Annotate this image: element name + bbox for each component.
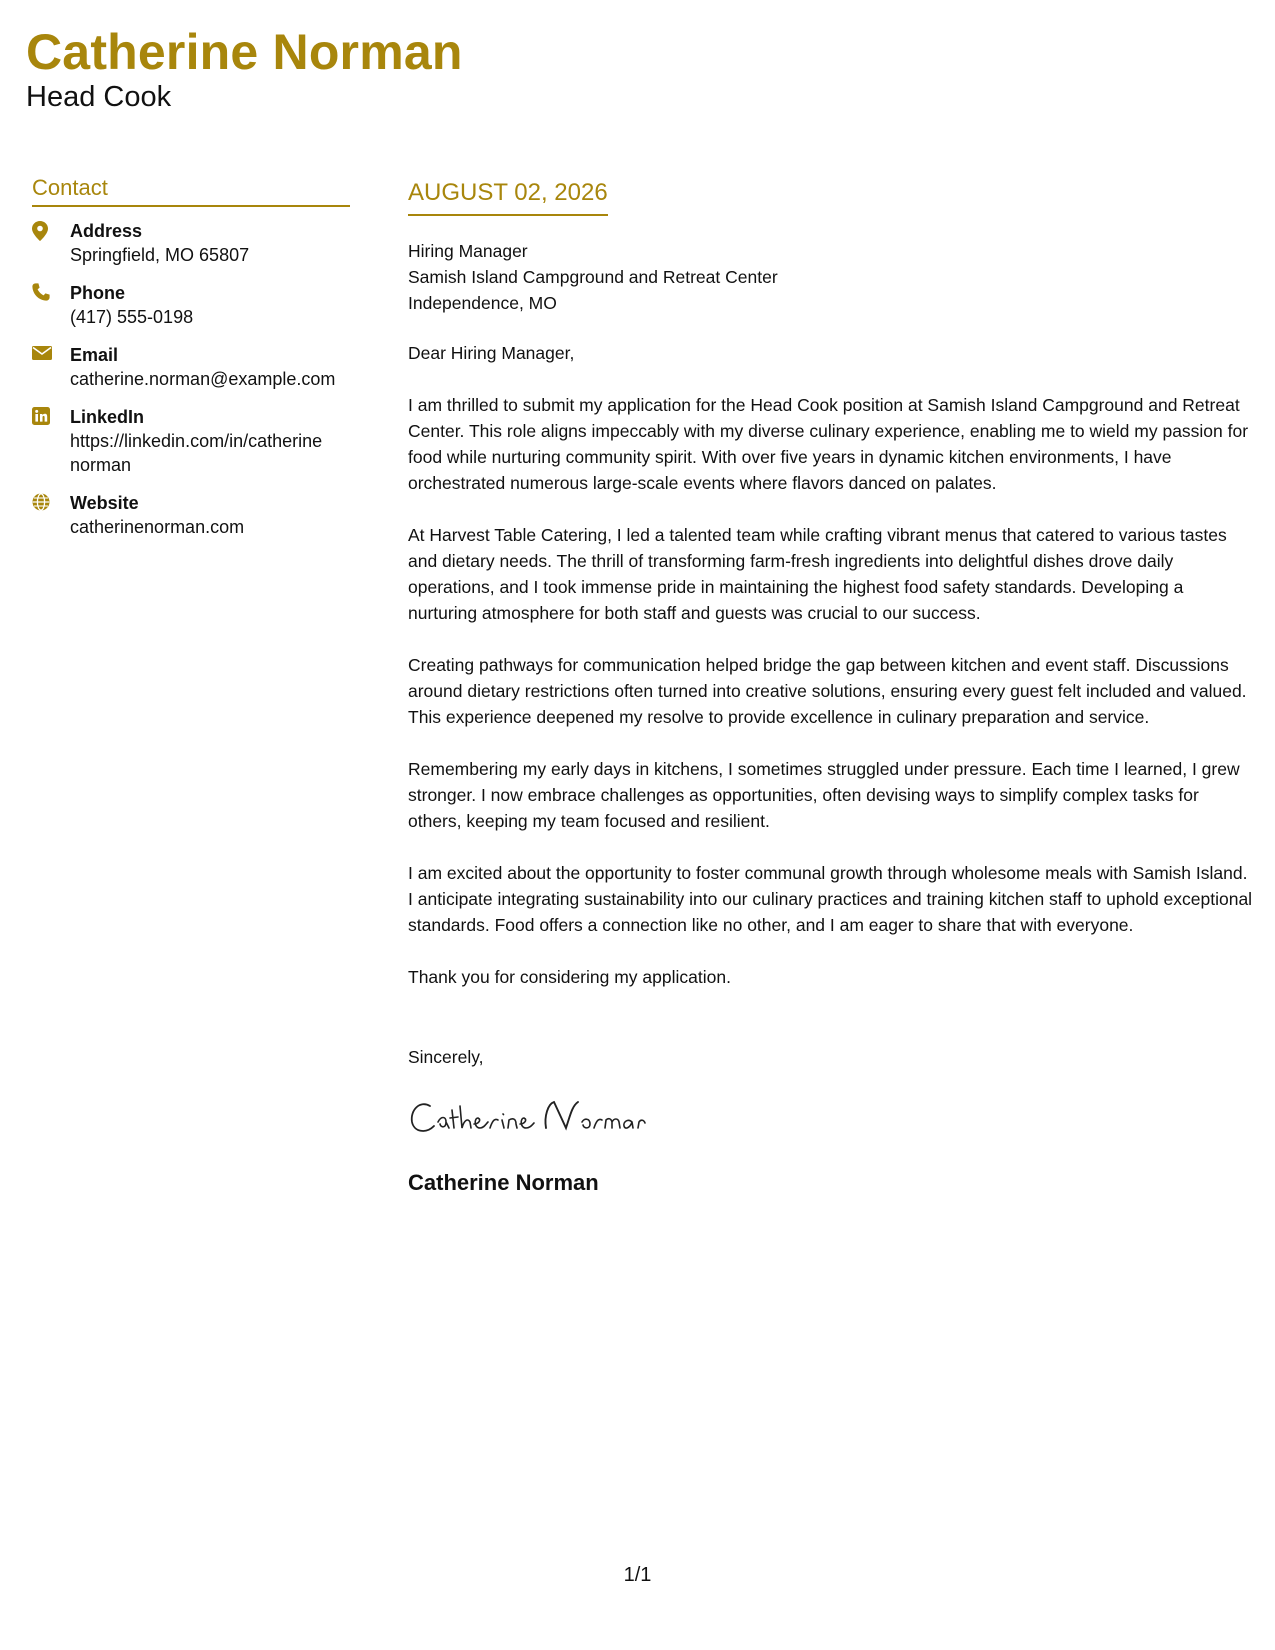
signed-name: Catherine Norman [408, 1170, 599, 1195]
body-paragraph: Remembering my early days in kitchens, I sometimes struggled under pressure. Each time I learned, I grew stronger. I now embrace challenges as opportunities, often devising ways to simplify complex tasks for others, keeping my team focused and resilient. [408, 759, 1240, 831]
recipient-line: Samish Island Campground and Retreat Center [408, 267, 778, 287]
date-block [408, 178, 608, 216]
letter-date: AUGUST 02, 2026 [408, 179, 608, 206]
envelope-icon [32, 343, 70, 361]
body-paragraph: Thank you for considering my application. [408, 967, 731, 987]
phone-icon [32, 281, 70, 301]
body-paragraph: I am thrilled to submit my application for the Head Cook position at Samish Island Campground and Retreat Center. This role aligns impeccably with my diverse culinary experience, enabling me to wield my passion for food while nurturing community spirit. With over five years in dynamic kitchen environments, I have orchestrated numerous large-scale events where flavors danced on palates. [408, 395, 1249, 493]
contact-label: Phone [70, 283, 126, 303]
contact-item-address [32, 219, 350, 267]
page-number: 1/1 [623, 1564, 652, 1586]
applicant-name: Catherine Norman [26, 24, 463, 80]
recipient-line: Hiring Manager [408, 241, 528, 261]
contact-item-linkedin [32, 405, 350, 477]
linkedin-icon [32, 405, 70, 425]
body-paragraph: I am excited about the opportunity to foster communal growth through wholesome meals with Samish Island. I anticipate integrating sustainability into our culinary practices and training kitchen staff to uphold exceptional standards. Food offers a connection like no other, and I am eager to share that with everyone. [408, 863, 1253, 935]
body-paragraph: Creating pathways for communication helped bridge the gap between kitchen and event staff. Discussions around dietary restrictions often turned into creative solutions, ensuring every guest felt included and valued. This experience deepened my resolve to provide excellence in culinary preparation and service. [408, 655, 1247, 727]
contact-item-email [32, 343, 350, 391]
contact-heading: Contact [32, 175, 350, 207]
contact-item-website [32, 491, 350, 539]
job-title: Head Cook [26, 81, 172, 113]
contact-label: Address [70, 221, 143, 241]
letter-header [26, 22, 463, 114]
contact-label: LinkedIn [70, 407, 145, 427]
contact-value: catherine.norman@example.com [70, 369, 336, 389]
salutation: Dear Hiring Manager, [408, 343, 575, 363]
contact-label: Website [70, 493, 139, 513]
contact-sidebar [32, 175, 350, 553]
globe-icon [32, 491, 70, 511]
contact-value[interactable]: https://linkedin.com/in/catherine norman [70, 431, 323, 475]
contact-value[interactable]: catherinenorman.com [70, 517, 245, 537]
map-pin-icon [32, 219, 70, 241]
contact-item-phone [32, 281, 350, 329]
body-paragraph: At Harvest Table Catering, I led a talented team while crafting vibrant menus that catered to various tastes and dietary needs. The thrill of transforming farm-fresh ingredients into delightful dishes drove daily operations, and I took immense pride in maintaining the highest food safety standards. Developing a nurturing atmosphere for both staff and guests was crucial to our success. [408, 525, 1227, 623]
signature-image [408, 1092, 1253, 1142]
letter-body [408, 178, 1253, 1196]
recipient-line: Independence, MO [408, 293, 557, 313]
recipient-block [408, 238, 1253, 316]
closing: Sincerely, [408, 1047, 484, 1067]
contact-value: (417) 555-0198 [70, 307, 194, 327]
contact-label: Email [70, 345, 119, 365]
contact-value: Springfield, MO 65807 [70, 245, 250, 265]
